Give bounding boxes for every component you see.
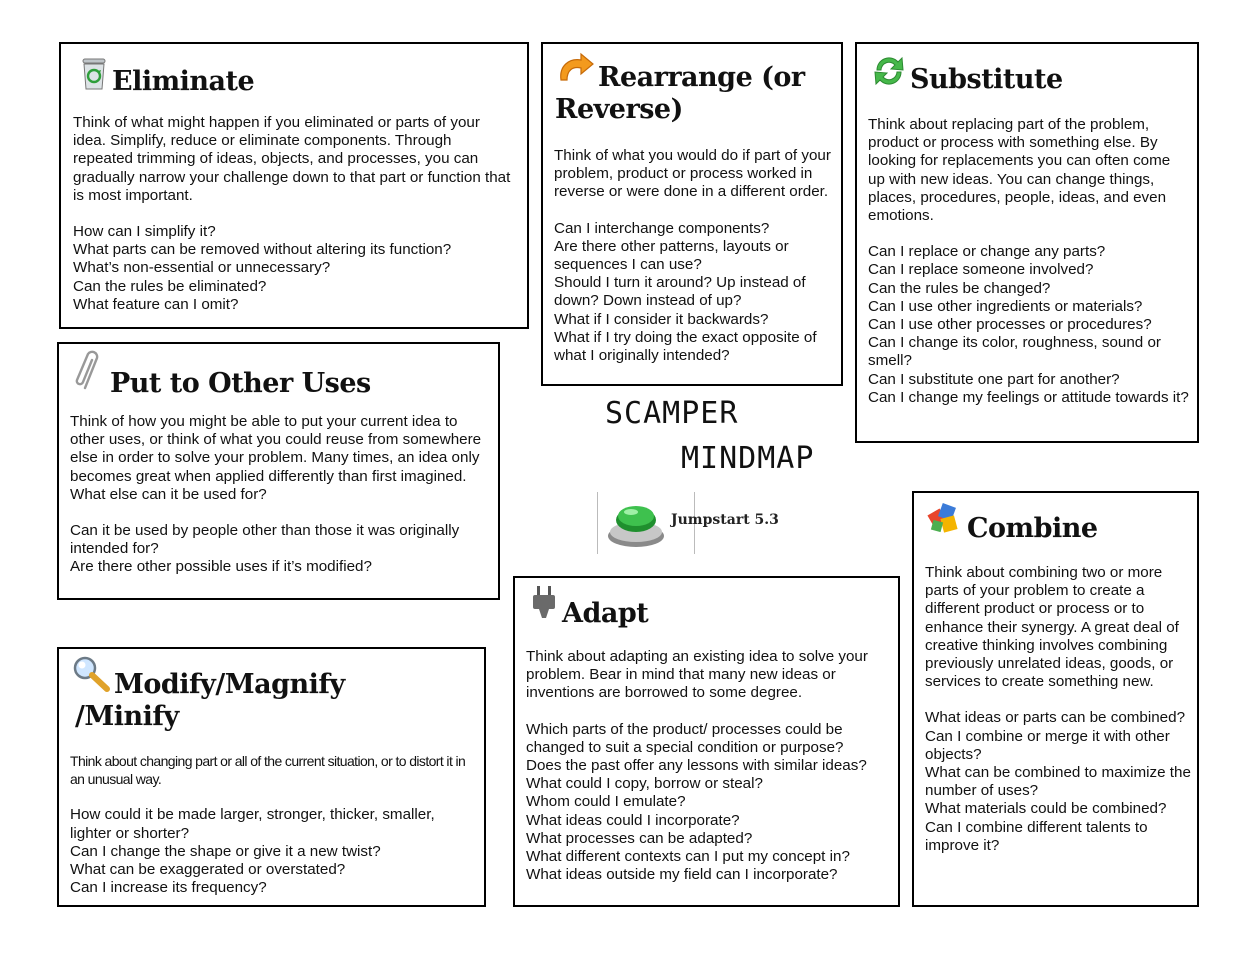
combine-question: Can I combine different talents to improve it? xyxy=(925,818,1148,854)
eliminate-title: Eliminate xyxy=(112,66,255,97)
modify-question: Can I change the shape or give it a new twist? xyxy=(70,842,381,860)
jumpstart-logo-text: Jumpstart 5.3 xyxy=(671,512,779,528)
substitute-question: Can I substitute one part for another? xyxy=(868,370,1120,388)
mindmap-title-line1: SCAMPER xyxy=(605,396,739,431)
combine-card xyxy=(912,491,1199,907)
put-to-other-uses-line2: What else can it be used for? xyxy=(70,485,267,503)
modify-question: Can I increase its frequency? xyxy=(70,879,267,897)
magnifying-glass-icon xyxy=(71,655,111,701)
substitute-question: Can I use other ingredients or materials? xyxy=(868,297,1143,315)
adapt-question: What ideas outside my field can I incorporate? xyxy=(526,866,838,884)
adapt-question: Which parts of the product/ processes could be changed to suit a special condition or purpose? xyxy=(526,720,844,756)
adapt-question: What processes can be adapted? xyxy=(526,829,753,847)
combine-question: What ideas or parts can be combined? xyxy=(925,709,1186,727)
adapt-question: What different contexts can I put my concept in? xyxy=(526,848,850,866)
modify-question: How could it be made larger, stronger, thicker, smaller, lighter or shorter? xyxy=(70,806,435,842)
combine-question: What can be combined to maximize the number of uses? xyxy=(925,764,1191,800)
eliminate-intro: Think of what might happen if you eliminated or parts of your idea. Simplify, reduce or eliminate components. Through repeated trimming of ideas, objects, and processes, you can gradually narrow your challenge down to that part or function that is most important. xyxy=(73,114,511,204)
adapt-question: Whom could I emulate? xyxy=(526,793,686,811)
green-button-icon xyxy=(598,492,672,554)
adapt-intro: Think about adapting an existing idea to solve your problem. Bear in mind that many new ideas or inventions are borrowed to some degree. xyxy=(526,648,868,702)
eliminate-card xyxy=(59,42,529,329)
adapt-question: What ideas could I incorporate? xyxy=(526,811,740,829)
puzzle-blocks-icon xyxy=(926,501,964,545)
modify-title: Modify/Magnify xyxy=(114,669,345,700)
substitute-question: Can the rules be changed? xyxy=(868,279,1051,297)
eliminate-question: What feature can I omit? xyxy=(73,295,239,313)
substitute-question: Can I replace or change any parts? xyxy=(868,243,1106,261)
modify-card xyxy=(57,647,486,907)
substitute-title: Substitute xyxy=(910,64,1063,95)
rearrange-question: Can I interchange components? xyxy=(554,219,770,237)
eliminate-question: What’s non-essential or unnecessary? xyxy=(73,259,331,277)
eliminate-question: What parts can be removed without altering its function? xyxy=(73,241,452,259)
adapt-question: Does the past offer any lessons with similar ideas? xyxy=(526,757,867,775)
modify-question: What can be exaggerated or overstated? xyxy=(70,861,346,879)
combine-question: What materials could be combined? xyxy=(925,800,1167,818)
substitute-question: Can I replace someone involved? xyxy=(868,261,1094,279)
curved-arrow-icon xyxy=(555,52,595,94)
put-to-other-uses-title: Put to Other Uses xyxy=(110,368,371,399)
rearrange-intro: Think of what you would do if part of your problem, product or process worked in reverse or were done in a different order. xyxy=(554,147,831,201)
mindmap-title-line2: MINDMAP xyxy=(681,441,815,476)
combine-intro: Think about combining two or more parts of your problem to create a different product or process or to enhance their synergy. A great deal of creative thinking involves combining previously unrelated ideas, goods, or services to create something new. xyxy=(925,564,1179,691)
rearrange-question: What if I try doing the exact opposite of what I originally intended? xyxy=(554,328,817,365)
refresh-arrows-icon xyxy=(871,54,907,96)
adapt-card xyxy=(513,576,900,907)
eliminate-question: Can the rules be eliminated? xyxy=(73,277,267,295)
combine-title: Combine xyxy=(967,513,1098,544)
substitute-question: Can I change my feelings or attitude towards it? xyxy=(868,388,1189,406)
adapt-title: Adapt xyxy=(562,598,649,629)
put-to-other-uses-card xyxy=(57,342,500,600)
put-to-other-uses-question: Can it be used by people other than those it was originally intended for? xyxy=(70,522,460,558)
put-to-other-uses-question: Are there other possible uses if it’s modified? xyxy=(70,558,372,576)
rearrange-title: Rearrange (or xyxy=(598,62,805,93)
paperclip-icon xyxy=(73,350,107,400)
rearrange-card xyxy=(541,42,843,386)
modify-intro: Think about changing part or all of the current situation, or to distort it in an unusual way. xyxy=(70,753,466,788)
substitute-intro: Think about replacing part of the problem, product or process with something else. By looking for replacements you can often come up with new ideas. You can change things, places, procedures, people, ideas, and even emotions. xyxy=(868,116,1171,225)
rearrange-question: What if I consider it backwards? xyxy=(554,310,769,328)
substitute-question: Can I change its color, roughness, sound or smell? xyxy=(868,334,1161,370)
rearrange-question: Should I turn it around? Up instead of down? Down instead of up? xyxy=(554,274,806,310)
combine-question: Can I combine or merge it with other objects? xyxy=(925,727,1170,763)
adapt-question: What could I copy, borrow or steal? xyxy=(526,775,763,793)
power-plug-icon xyxy=(529,584,559,630)
substitute-question: Can I use other processes or procedures? xyxy=(868,316,1152,334)
rearrange-question: Are there other patterns, layouts or sequences I can use? xyxy=(554,237,789,274)
eliminate-question: How can I simplify it? xyxy=(73,223,216,241)
substitute-card xyxy=(855,42,1199,443)
recycle-bin-icon xyxy=(79,56,109,98)
rearrange-title-line2: Reverse) xyxy=(555,94,683,125)
put-to-other-uses-intro: Think of how you might be able to put your current idea to other uses, or think of what you could reuse from somewhere else in order to solve your problem. Many times, an idea only becomes great when applied differently than first imagined. xyxy=(70,413,482,485)
modify-title-line2: /Minify xyxy=(75,701,179,732)
